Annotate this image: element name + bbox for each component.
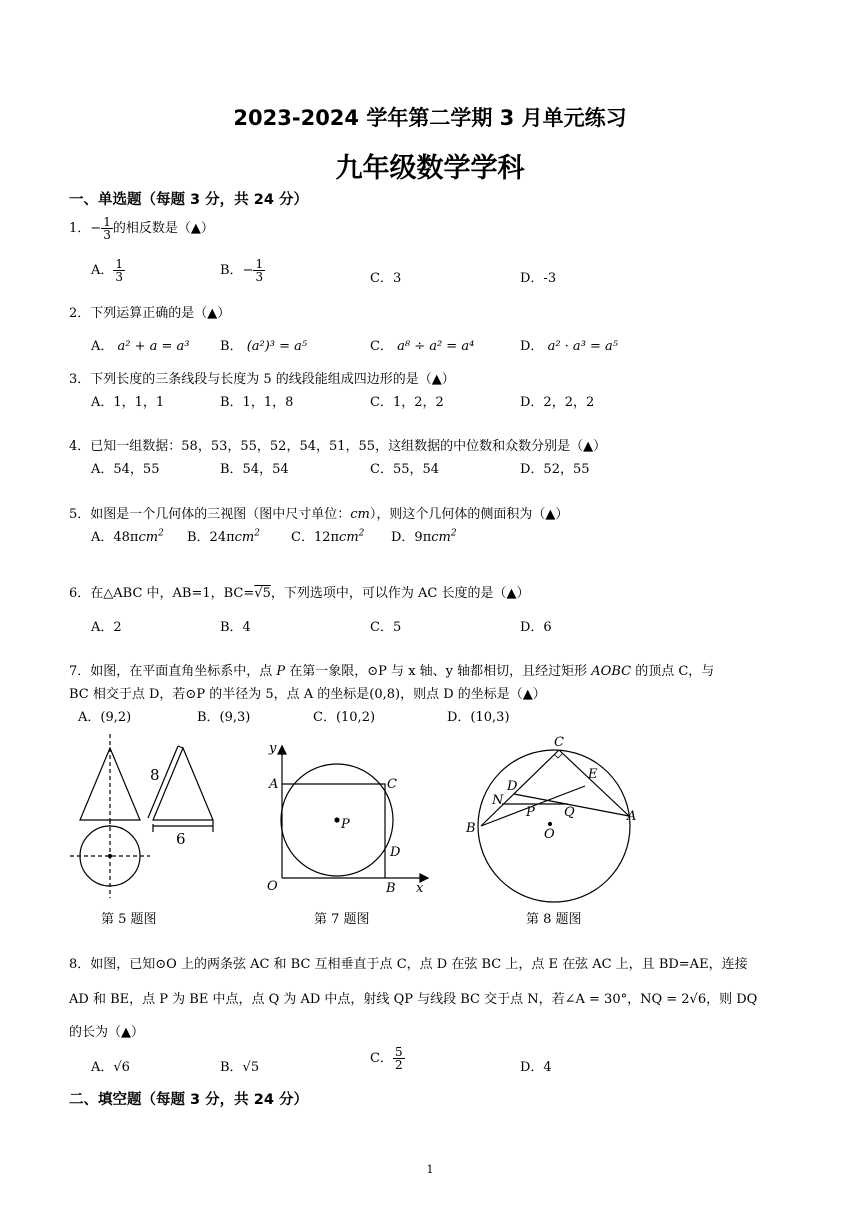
question-1 xyxy=(69,216,214,241)
question-5: 5．如图是一个几何体的三视图（图中尺寸单位：cm），则这个几何体的侧面积为（▲） xyxy=(69,507,569,522)
fig7-point-p: P xyxy=(341,817,350,832)
question-8-line-1: 8．如图，已知⊙O 上的两条弦 AC 和 BC 互相垂直于点 C，点 D 在弦 BC 上，点 E 在弦 AC 上，且 BD=AE，连接 xyxy=(69,957,748,972)
option-b: B．− $\frac{1}{3}$ xyxy=(220,257,264,284)
fig5-three-views xyxy=(70,734,213,898)
fig8-point-n: N xyxy=(492,793,504,808)
fig5-label-6: 6 xyxy=(176,830,186,848)
fig8-point-d: D xyxy=(507,779,518,794)
option-b: B．(9,3) xyxy=(197,710,251,725)
option-c: C．12πcm$^2$ xyxy=(291,528,365,545)
exam-title: 2023-2024 学年第二学期 3 月单元练习 xyxy=(233,106,627,130)
section-title: 二、填空题（每题 3 分，共 24 分） xyxy=(69,1092,308,1108)
option-a: A．1，1，1 xyxy=(91,395,165,410)
figures xyxy=(60,728,760,908)
option-d: D．(10,3) xyxy=(447,710,510,725)
option-d: D．4 xyxy=(520,1060,552,1075)
question-7-line-1: 7．如图，在平面直角坐标系中，点 P 在第一象限，⊙P 与 x 轴、y 轴都相切，且经过矩形 AOBC 的顶点 C，与 xyxy=(69,664,715,679)
section-title: 一、单选题（每题 3 分，共 24 分） xyxy=(69,192,308,208)
option-c: C．55，54 xyxy=(370,462,440,477)
option-c: C．(10,2) xyxy=(313,710,376,725)
fraction: $\frac{1}{3}$ xyxy=(103,215,111,242)
fig8-point-c: C xyxy=(554,735,564,750)
fig5-label-8: 8 xyxy=(150,766,160,784)
question-number: 1． xyxy=(69,221,91,236)
option-d: D．9πcm$^2$ xyxy=(391,528,457,545)
option-b: B．1，1，8 xyxy=(220,395,294,410)
fig8-circle-diagram xyxy=(478,750,630,902)
option-b: B． (a²)³ = a⁵ xyxy=(220,339,308,354)
fig8-point-e: E xyxy=(588,767,598,782)
fig8-point-b: B xyxy=(466,821,476,836)
fig7-coordinate-diagram xyxy=(278,746,428,882)
fig8-point-p: P xyxy=(526,805,535,820)
option-d: D． a² · a³ = a⁵ xyxy=(520,339,619,354)
option-d: D．52，55 xyxy=(520,462,590,477)
option-a: A．(9,2) xyxy=(78,710,132,725)
fig7-point-d: D xyxy=(390,845,401,860)
fig8-point-o: O xyxy=(544,827,555,842)
page-number: 1 xyxy=(426,1163,434,1176)
option-b: B．4 xyxy=(220,620,251,635)
question-stem: 的相反数是（▲） xyxy=(112,221,214,236)
fig7-point-b: B xyxy=(386,881,396,896)
question-4: 4．已知一组数据：58，53，55，52，54，51，55，这组数据的中位数和众数分别是（▲） xyxy=(69,439,607,454)
option-c: C．5 xyxy=(370,620,402,635)
question-8-line-3: 的长为（▲） xyxy=(69,1025,144,1040)
figure-7-caption: 第 7 题图 xyxy=(314,912,370,927)
question-2: 2．下列运算正确的是（▲） xyxy=(69,306,231,321)
option-d: D．-3 xyxy=(520,271,557,286)
question-6: 6．在△ABC 中，AB=1，BC=√5，下列选项中，可以作为 AC 长度的是（▲） xyxy=(69,586,530,601)
fig7-point-c: C xyxy=(387,777,397,792)
option-c: C．3 xyxy=(370,271,402,286)
exam-subject: 九年级数学学科 xyxy=(335,153,525,184)
fig7-x-label: x xyxy=(416,881,424,896)
option-c: C． $\frac{5}{2}$ xyxy=(370,1045,403,1072)
option-b: B．√5 xyxy=(220,1060,260,1075)
question-7-line-2: BC 相交于点 D，若⊙P 的半径为 5，点 A 的坐标是(0,8)，则点 D 的坐标是（▲） xyxy=(69,687,546,702)
option-a: A． a² + a = a³ xyxy=(91,339,190,354)
question-3: 3．下列长度的三条线段与长度为 5 的线段能组成四边形的是（▲） xyxy=(69,372,455,387)
option-a: A． $\frac{1}{3}$ xyxy=(91,257,124,284)
option-d: D．6 xyxy=(520,620,552,635)
option-c: C．1，2，2 xyxy=(370,395,444,410)
fig7-y-label: y xyxy=(269,741,277,756)
fig8-point-q: Q xyxy=(564,805,575,820)
option-d: D．2，2，2 xyxy=(520,395,595,410)
fig7-point-a: A xyxy=(269,777,279,792)
option-a: A．√6 xyxy=(91,1060,130,1075)
option-a: A．54，55 xyxy=(91,462,160,477)
figure-5-caption: 第 5 题图 xyxy=(101,912,157,927)
fig7-origin-o: O xyxy=(267,879,278,894)
question-8-line-2: AD 和 BE，点 P 为 BE 中点，点 Q 为 AD 中点，射线 QP 与线段 BC 交于点 N，若∠A = 30°，NQ = 2√6，则 DQ xyxy=(69,992,758,1007)
fig8-point-a: A xyxy=(627,809,637,824)
option-a: A．2 xyxy=(91,620,122,635)
option-b: B．54，54 xyxy=(220,462,289,477)
option-b: B．24πcm$^2$ xyxy=(187,528,260,545)
option-a: A．48πcm$^2$ xyxy=(91,528,164,545)
option-c: C． a⁸ ÷ a² = a⁴ xyxy=(370,339,475,354)
figure-8-caption: 第 8 题图 xyxy=(526,912,582,927)
minus-sign: − xyxy=(90,221,102,236)
